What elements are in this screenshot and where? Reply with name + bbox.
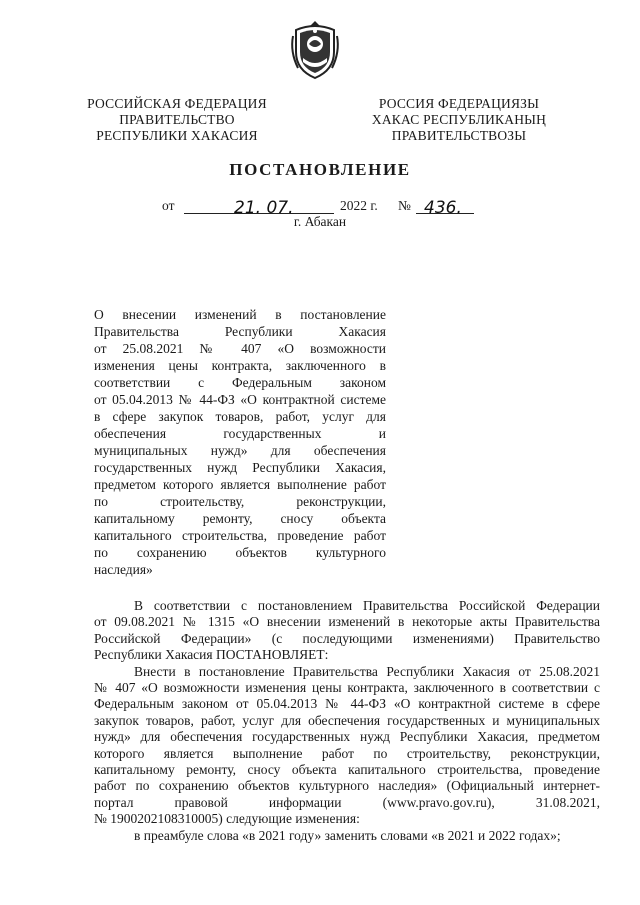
city-name: г. Абакан [293, 214, 347, 229]
subject-line: капитальному ремонту, сносу объекта [94, 511, 386, 526]
header-left-line-3: РЕСПУБЛИКИ ХАКАСИЯ [96, 128, 258, 143]
subject-line: от 05.04.2013 № 44-ФЗ «О контрактной системе [94, 392, 386, 407]
handwritten-date: 21. 07. [234, 198, 294, 218]
subject-line: государственных нужд Республики Хакасия, [94, 460, 386, 475]
subject-line: по сохранению объектов культурного [94, 545, 386, 560]
body-line: портал правовой информации (www.pravo.gov.ru), 31.08.2021, [94, 794, 600, 810]
header-left-line-2: ПРАВИТЕЛЬСТВО [119, 112, 235, 127]
body-line: нужд» для обеспечения государственных нужд Республики Хакасия, предметом [94, 729, 600, 745]
header-right-line-1: РОССИЯ ФЕДЕРАЦИЯЗЫ [378, 96, 540, 111]
subject-line: капитального строительства, проведение работ [94, 528, 386, 543]
body-line: которого является выполнение работ по строительству, реконструкции, [94, 745, 600, 761]
number-sign: № [398, 198, 411, 213]
body-text [94, 598, 600, 844]
subject-line: муниципальных нужд» для обеспечения [94, 443, 386, 458]
date-prefix: от [162, 198, 175, 213]
body-line: Федеральным законом от 05.04.2013 № 44-ФЗ «О контрактной системе в сфере [94, 696, 600, 712]
header-left-block [82, 96, 272, 144]
subject-line: по строительству, реконструкции, [94, 494, 386, 509]
body-line: Российской Федерации» (с последующими изменениями) Правительство [94, 630, 600, 646]
subject-line: О внесении изменений в постановление [94, 307, 386, 322]
date-number-line [162, 196, 482, 216]
subject-line: в сфере закупок товаров, работ, услуг для [94, 409, 386, 424]
coat-of-arms-emblem [288, 18, 342, 82]
body-line: в преамбуле слова «в 2021 году» заменить словами «в 2021 и 2022 годах»; [134, 827, 561, 843]
header-left-line-1: РОССИЙСКАЯ ФЕДЕРАЦИЯ [87, 96, 267, 111]
subject-line: соответствии с Федеральным законом [94, 375, 386, 390]
body-line: № 407 «О возможности изменения цены контракта, заключенного в соответствии с [94, 680, 600, 696]
body-line: работ по сохранению объектов культурного наследия» (Официальный интернет- [94, 778, 600, 794]
document-title: ПОСТАНОВЛЕНИЕ [229, 160, 411, 179]
header-right-line-3: ПРАВИТЕЛЬСТВОЗЫ [391, 128, 527, 143]
subject-block [94, 306, 386, 578]
subject-line: обеспечения государственных и [94, 426, 386, 441]
subject-line: наследия» [94, 562, 153, 577]
subject-line: изменения цены контракта, заключенного в [94, 358, 386, 373]
body-line: № 1900202108310005) следующие изменения: [94, 811, 360, 827]
body-line: капитальному ремонту, сносу объекта капитального строительства, проведение [94, 762, 600, 778]
subject-line: Правительства Республики Хакасия [94, 324, 386, 339]
date-year: 2022 г. [340, 198, 378, 213]
body-line: Республики Хакасия ПОСТАНОВЛЯЕТ: [94, 647, 329, 663]
body-line: В соответствии с постановлением Правительства Российской Федерации [134, 598, 600, 613]
subject-line: предметом которого является выполнение работ [94, 477, 386, 492]
header-right-block [364, 96, 554, 144]
subject-line: от 25.08.2021 № 407 «О возможности [94, 341, 386, 356]
handwritten-number: 436. [424, 198, 462, 218]
header-right-line-2: ХАКАС РЕСПУБЛИКАНЫҢ [371, 112, 547, 127]
body-line: от 09.08.2021 № 1315 «О внесении изменений в некоторые акты Правительства [94, 614, 600, 630]
body-line: закупок товаров, работ, услуг для обеспечения государственных и муниципальных [94, 712, 600, 728]
body-line: Внести в постановление Правительства Республики Хакасия от 25.08.2021 [134, 663, 600, 679]
